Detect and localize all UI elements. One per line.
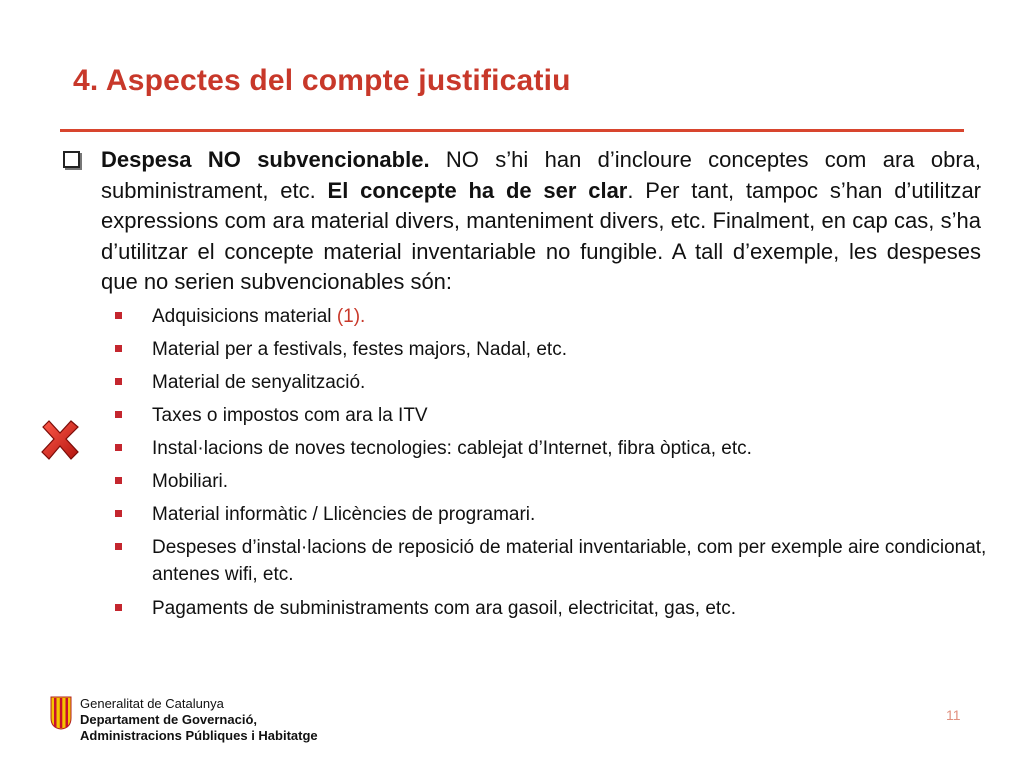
main-bullet-segment-2: NO s’hi han d’incloure conceptes com ara obra, subministrament, etc.: [101, 147, 982, 203]
non-eligible-expenses-list: [115, 303, 990, 628]
title-underline: [60, 129, 964, 132]
square-bullet-icon: [115, 510, 122, 517]
list-item-text: Taxes o impostos com ara la ITV: [152, 405, 428, 426]
list-item: [115, 501, 990, 528]
square-bullet-icon: [115, 312, 122, 319]
list-item: [115, 369, 990, 396]
list-item: [115, 402, 990, 429]
list-item-text: Adquisicions material: [152, 306, 337, 327]
main-bullet-segment-4: . Per tant, tampoc s’han d’utilitzar expressions com ara material divers, manteniment divers, etc. Finalment, en cap cas, s’ha d’utilitzar el concepte material inventariable no fungible. A tall d’exemple, les despeses que no serien subvencionables són:: [101, 177, 982, 294]
list-item-text: Pagaments de subministraments com ara gasoil, electricitat, gas, etc.: [152, 598, 736, 619]
square-bullet-icon: [115, 345, 122, 352]
red-cross-icon: [38, 418, 82, 462]
list-item-text: Despeses d’instal·lacions de reposició de material inventariable, com per exemple aire condicionat, antenes wifi, etc.: [152, 537, 987, 585]
list-item-text: Material informàtic / Llicències de programari.: [152, 504, 536, 525]
list-item: [115, 303, 990, 330]
main-bullet-segment-3: El concepte ha de ser clar: [327, 177, 628, 203]
slide-title: 4. Aspectes del compte justificatiu: [73, 64, 571, 97]
footer-line-1: Generalitat de Catalunya: [80, 696, 224, 711]
main-bullet: [63, 145, 981, 298]
square-bullet-icon: [115, 604, 122, 611]
page-number: 11: [946, 707, 961, 723]
list-item: [115, 336, 990, 363]
generalitat-logo-icon: [50, 696, 72, 730]
list-item: [115, 534, 990, 588]
square-bullet-icon: [115, 444, 122, 451]
footnote-reference: (1).: [336, 306, 366, 327]
checkbox-icon: [63, 151, 80, 168]
square-bullet-icon: [115, 477, 122, 484]
footer-organization: [80, 696, 318, 744]
square-bullet-icon: [115, 378, 122, 385]
list-item-text: Material de senyalització.: [152, 372, 366, 393]
footer-line-3: Administracions Públiques i Habitatge: [80, 728, 318, 743]
list-item: [115, 595, 990, 622]
list-item-text: Material per a festivals, festes majors, Nadal, etc.: [152, 339, 567, 360]
footer-line-2: Departament de Governació,: [80, 712, 257, 727]
list-item: [115, 468, 990, 495]
square-bullet-icon: [115, 543, 122, 550]
list-item-text: Instal·lacions de noves tecnologies: cablejat d’Internet, fibra òptica, etc.: [152, 438, 752, 459]
square-bullet-icon: [115, 411, 122, 418]
main-bullet-segment-1: Despesa NO subvencionable.: [101, 147, 430, 172]
list-item-text: Mobiliari.: [152, 471, 229, 492]
list-item: [115, 435, 990, 462]
main-bullet-text: [63, 145, 981, 298]
